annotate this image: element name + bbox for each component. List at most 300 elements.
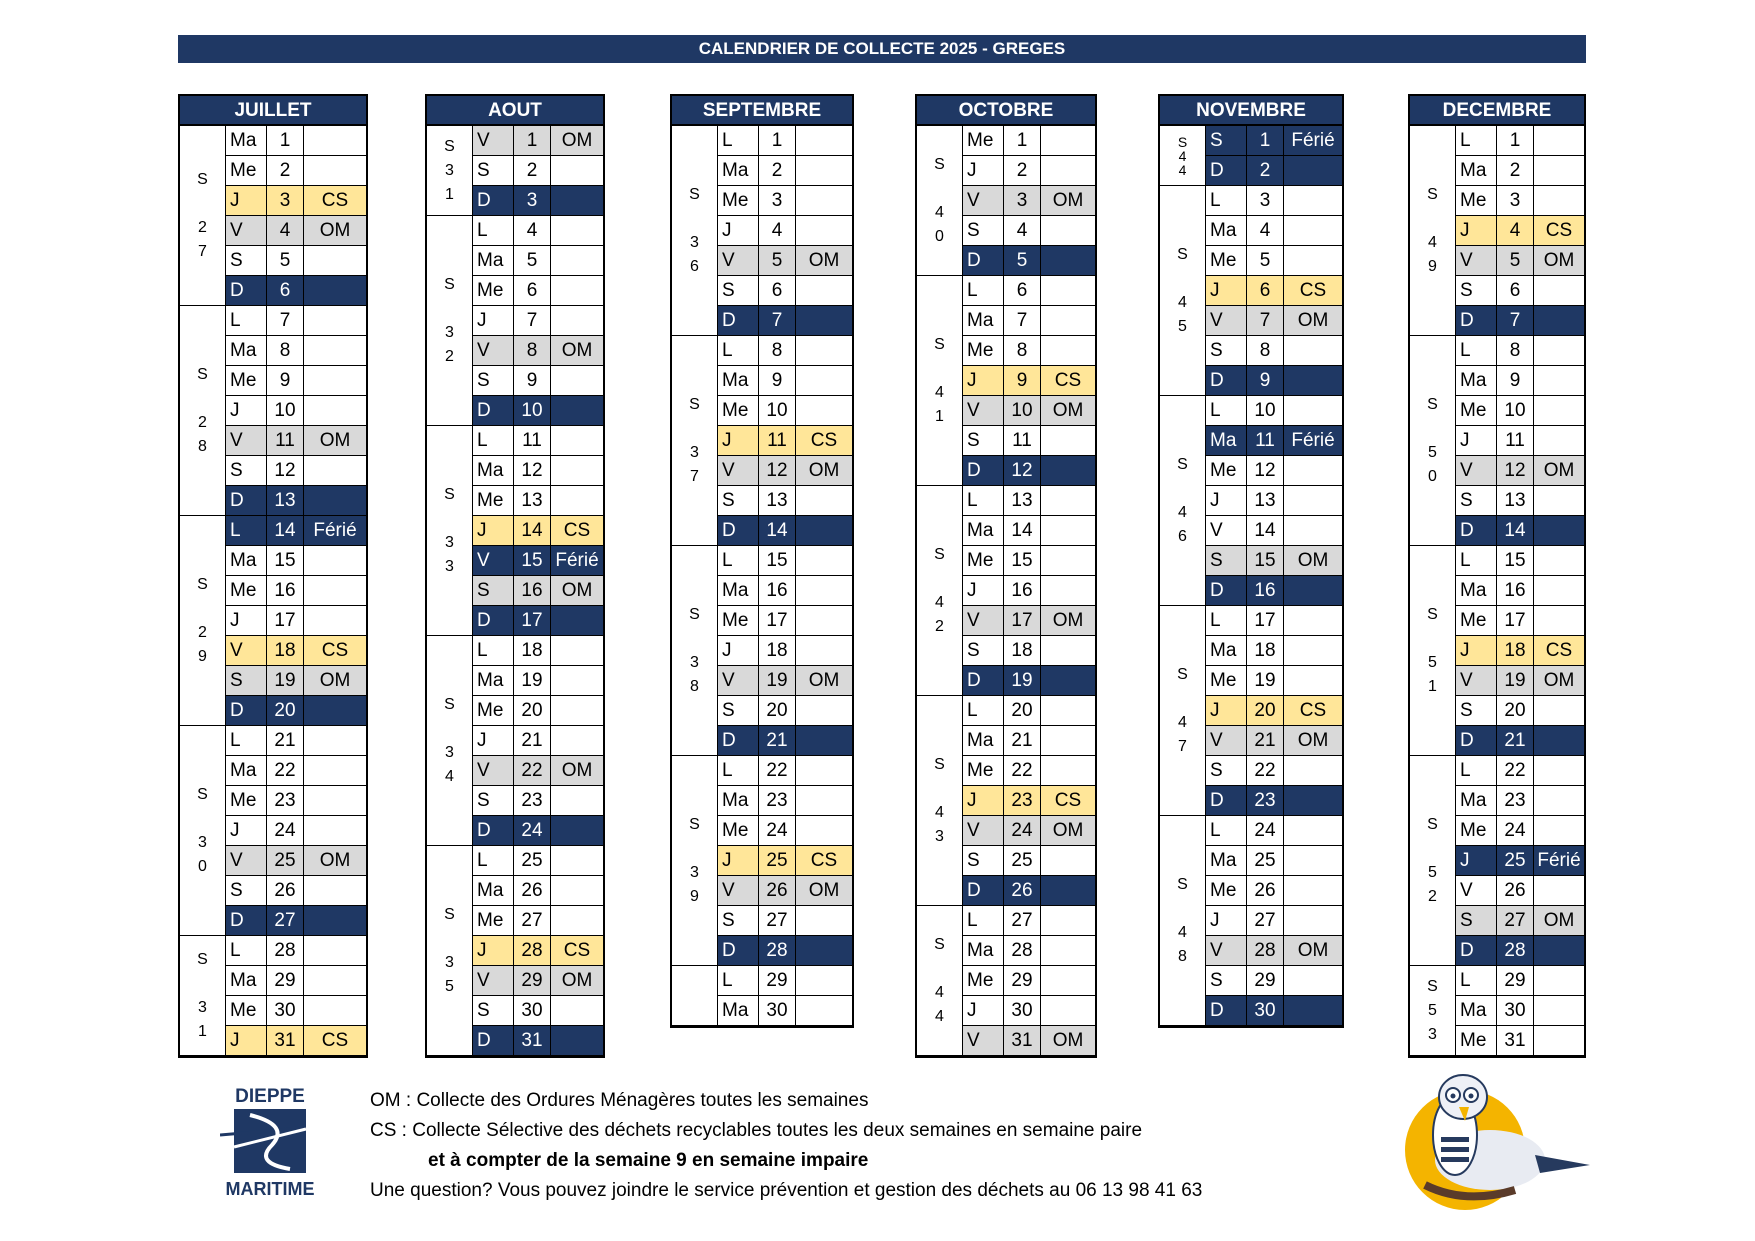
- day-row: [1456, 606, 1584, 636]
- collection-type: OM: [561, 970, 593, 991]
- collection-type: [796, 816, 852, 845]
- collection-type: [1041, 336, 1095, 365]
- day-of-week: S: [1206, 126, 1247, 155]
- day-number: 9: [1497, 366, 1534, 395]
- day-of-week: Ma: [1206, 846, 1247, 875]
- day-row: [963, 456, 1095, 486]
- day-number: 11: [514, 426, 551, 455]
- collection-type: [1534, 276, 1584, 305]
- day-row: [226, 336, 366, 366]
- day-number: 8: [514, 336, 551, 365]
- week-number: S 3 5: [444, 906, 455, 995]
- day-row: [226, 696, 366, 726]
- week-cell: [180, 306, 226, 516]
- day-of-week: Ma: [1206, 216, 1247, 245]
- collection-type: [1041, 636, 1095, 665]
- collection-type: OM: [1297, 550, 1329, 571]
- day-row: [473, 936, 603, 966]
- day-of-week: J: [473, 306, 514, 335]
- day-row: [473, 786, 603, 816]
- day-of-week: Me: [226, 156, 267, 185]
- day-of-week: S: [1456, 906, 1497, 935]
- day-of-week: D: [226, 486, 267, 515]
- day-number: 10: [1247, 396, 1284, 425]
- day-of-week: V: [1456, 876, 1497, 905]
- day-number: 26: [267, 876, 304, 905]
- day-row: [1206, 486, 1342, 516]
- legend-cs-extra: et à compter de la semaine 9 en semaine impaire: [428, 1150, 869, 1171]
- collection-type: [1534, 486, 1584, 515]
- day-row: [963, 996, 1095, 1026]
- collection-type: [304, 786, 366, 815]
- collection-type: [304, 876, 366, 905]
- week-cell: [180, 126, 226, 306]
- day-row: [1206, 516, 1342, 546]
- day-row: [1456, 396, 1584, 426]
- day-of-week: V: [1206, 516, 1247, 545]
- day-number: 6: [514, 276, 551, 305]
- day-row: [473, 606, 603, 636]
- day-of-week: J: [226, 816, 267, 845]
- day-number: 15: [514, 546, 551, 575]
- day-number: 4: [1497, 216, 1534, 245]
- collection-type: [304, 546, 366, 575]
- day-number: 24: [1497, 816, 1534, 845]
- collection-type: [551, 426, 603, 455]
- collection-type: OM: [319, 220, 351, 241]
- day-of-week: L: [718, 966, 759, 995]
- day-of-week: D: [718, 306, 759, 335]
- day-of-week: L: [1206, 396, 1247, 425]
- day-row: [963, 156, 1095, 186]
- day-of-week: S: [226, 666, 267, 695]
- day-row: [473, 576, 603, 606]
- day-of-week: S: [1206, 756, 1247, 785]
- day-number: 18: [759, 636, 796, 665]
- week-number: S 3 6: [689, 186, 700, 275]
- day-of-week: L: [963, 906, 1004, 935]
- day-of-week: J: [1456, 216, 1497, 245]
- day-row: [473, 486, 603, 516]
- day-number: 21: [1247, 726, 1284, 755]
- day-of-week: L: [473, 426, 514, 455]
- day-number: 5: [1497, 246, 1534, 275]
- day-row: [473, 546, 603, 576]
- day-number: 2: [1247, 156, 1284, 185]
- legend-question: Une question? Vous pouvez joindre le service prévention et gestion des déchets au 06 13 98 41 63: [370, 1180, 1203, 1201]
- collection-type: [304, 696, 366, 725]
- collection-type: [1534, 186, 1584, 215]
- day-row: [963, 816, 1095, 846]
- day-row: [226, 756, 366, 786]
- day-number: 8: [759, 336, 796, 365]
- day-number: 7: [1497, 306, 1534, 335]
- day-of-week: Ma: [1206, 636, 1247, 665]
- day-of-week: L: [963, 486, 1004, 515]
- week-number: S 2 7: [197, 171, 208, 260]
- collection-type: [1041, 666, 1095, 695]
- day-row: [1456, 996, 1584, 1026]
- day-row: [718, 186, 852, 216]
- collection-type: [1534, 606, 1584, 635]
- collection-type: [1284, 516, 1342, 545]
- day-row: [718, 786, 852, 816]
- day-of-week: J: [473, 936, 514, 965]
- day-number: 27: [1004, 906, 1041, 935]
- day-of-week: Ma: [226, 966, 267, 995]
- day-of-week: S: [1206, 966, 1247, 995]
- collection-type: CS: [563, 520, 591, 541]
- collection-type: [551, 786, 603, 815]
- day-of-week: D: [1206, 576, 1247, 605]
- day-row: [963, 246, 1095, 276]
- week-cell: [917, 906, 963, 1056]
- day-of-week: J: [963, 576, 1004, 605]
- day-of-week: S: [1456, 486, 1497, 515]
- day-of-week: L: [1206, 816, 1247, 845]
- collection-type: [304, 456, 366, 485]
- collection-type: [1534, 546, 1584, 575]
- collection-type: [304, 756, 366, 785]
- day-row: [963, 906, 1095, 936]
- day-of-week: Me: [963, 336, 1004, 365]
- collection-type: OM: [1543, 460, 1575, 481]
- day-of-week: Me: [963, 546, 1004, 575]
- day-of-week: Me: [473, 696, 514, 725]
- day-of-week: J: [1206, 276, 1247, 305]
- collection-type: [304, 306, 366, 335]
- day-number: 6: [1004, 276, 1041, 305]
- day-number: 21: [514, 726, 551, 755]
- week-cell: [672, 126, 718, 336]
- collection-type: [1041, 306, 1095, 335]
- day-row: [718, 816, 852, 846]
- day-of-week: Ma: [1456, 786, 1497, 815]
- collection-type: OM: [319, 850, 351, 871]
- day-number: 29: [759, 966, 796, 995]
- day-of-week: V: [473, 966, 514, 995]
- day-of-week: V: [963, 816, 1004, 845]
- collection-type: Férié: [1291, 430, 1335, 451]
- day-of-week: L: [473, 216, 514, 245]
- collection-type: OM: [561, 760, 593, 781]
- collection-type: CS: [1299, 700, 1327, 721]
- day-number: 2: [267, 156, 304, 185]
- collection-type: CS: [563, 940, 591, 961]
- day-row: [963, 756, 1095, 786]
- day-row: [473, 366, 603, 396]
- collection-type: [796, 696, 852, 725]
- collection-type: [551, 726, 603, 755]
- day-of-week: D: [1206, 786, 1247, 815]
- day-number: 13: [1004, 486, 1041, 515]
- collection-type: [551, 1026, 603, 1055]
- day-row: [1206, 246, 1342, 276]
- day-row: [473, 246, 603, 276]
- collection-type: [551, 186, 603, 215]
- day-row: [1206, 726, 1342, 756]
- day-of-week: Me: [226, 786, 267, 815]
- day-of-week: S: [473, 996, 514, 1025]
- day-of-week: L: [1456, 966, 1497, 995]
- collection-type: [1041, 936, 1095, 965]
- day-of-week: L: [226, 726, 267, 755]
- day-of-week: Ma: [473, 666, 514, 695]
- day-number: 19: [1004, 666, 1041, 695]
- day-of-week: Ma: [226, 546, 267, 575]
- week-number: S 4 8: [1177, 876, 1188, 965]
- collection-type: [1534, 306, 1584, 335]
- collection-type: [1284, 456, 1342, 485]
- day-number: 22: [514, 756, 551, 785]
- day-of-week: Ma: [1456, 156, 1497, 185]
- collection-type: OM: [1052, 400, 1084, 421]
- week-cell: [1410, 756, 1456, 966]
- collection-type: [1041, 876, 1095, 905]
- collection-type: OM: [808, 670, 840, 691]
- week-number: S 4 2: [934, 546, 945, 635]
- day-of-week: Me: [963, 756, 1004, 785]
- day-number: 12: [1004, 456, 1041, 485]
- day-number: 2: [759, 156, 796, 185]
- day-number: 9: [1004, 366, 1041, 395]
- day-of-week: Me: [226, 576, 267, 605]
- day-row: [226, 306, 366, 336]
- week-number: S 3 8: [689, 606, 700, 695]
- day-row: [718, 546, 852, 576]
- day-row: [1206, 906, 1342, 936]
- dieppe-maritime-logo: [220, 1085, 320, 1200]
- day-number: 25: [759, 846, 796, 875]
- week-number: S 4 1: [934, 336, 945, 425]
- day-row: [718, 846, 852, 876]
- week-cell: [917, 276, 963, 486]
- day-number: 22: [759, 756, 796, 785]
- day-row: [473, 336, 603, 366]
- day-number: 23: [1497, 786, 1534, 815]
- day-number: 2: [1004, 156, 1041, 185]
- day-number: 1: [759, 126, 796, 155]
- collection-type: [551, 396, 603, 425]
- day-of-week: V: [1206, 306, 1247, 335]
- collection-type: OM: [808, 250, 840, 271]
- day-of-week: D: [1456, 516, 1497, 545]
- day-row: [226, 996, 366, 1026]
- day-number: 31: [514, 1026, 551, 1055]
- collection-type: OM: [319, 430, 351, 451]
- collection-type: [1284, 816, 1342, 845]
- day-of-week: L: [226, 516, 267, 545]
- collection-type: [304, 366, 366, 395]
- day-number: 22: [267, 756, 304, 785]
- day-row: [226, 396, 366, 426]
- day-number: 14: [514, 516, 551, 545]
- day-number: 19: [1497, 666, 1534, 695]
- day-number: 3: [759, 186, 796, 215]
- day-row: [1456, 366, 1584, 396]
- day-of-week: Me: [226, 996, 267, 1025]
- collection-type: [1534, 936, 1584, 965]
- collection-type: [796, 606, 852, 635]
- collection-type: [304, 156, 366, 185]
- day-number: 23: [759, 786, 796, 815]
- day-row: [1206, 336, 1342, 366]
- month-header: NOVEMBRE: [1160, 96, 1342, 126]
- day-number: 2: [1497, 156, 1534, 185]
- collection-type: [1534, 516, 1584, 545]
- day-row: [226, 666, 366, 696]
- day-of-week: S: [473, 576, 514, 605]
- day-row: [226, 1026, 366, 1056]
- day-of-week: J: [226, 606, 267, 635]
- day-row: [1206, 396, 1342, 426]
- day-row: [1456, 936, 1584, 966]
- collection-type: [551, 276, 603, 305]
- day-of-week: S: [718, 696, 759, 725]
- day-number: 12: [514, 456, 551, 485]
- day-of-week: L: [226, 936, 267, 965]
- day-of-week: Ma: [226, 126, 267, 155]
- day-row: [473, 666, 603, 696]
- week-cell: [427, 216, 473, 426]
- day-number: 1: [514, 126, 551, 155]
- day-of-week: Ma: [1456, 576, 1497, 605]
- day-row: [226, 966, 366, 996]
- day-row: [718, 936, 852, 966]
- day-row: [473, 876, 603, 906]
- day-number: 19: [267, 666, 304, 695]
- collection-type: [1041, 126, 1095, 155]
- day-number: 10: [514, 396, 551, 425]
- collection-type: OM: [1297, 940, 1329, 961]
- day-row: [1206, 456, 1342, 486]
- week-cell: [180, 726, 226, 936]
- collection-type: [304, 336, 366, 365]
- day-number: 9: [267, 366, 304, 395]
- day-row: [1456, 636, 1584, 666]
- day-row: [718, 996, 852, 1026]
- day-row: [473, 426, 603, 456]
- day-number: 28: [267, 936, 304, 965]
- day-of-week: Ma: [473, 246, 514, 275]
- day-row: [226, 186, 366, 216]
- collection-type: [551, 696, 603, 725]
- day-number: 17: [1004, 606, 1041, 635]
- day-of-week: V: [473, 336, 514, 365]
- day-number: 24: [759, 816, 796, 845]
- day-of-week: D: [718, 936, 759, 965]
- day-row: [718, 456, 852, 486]
- collection-type: [551, 636, 603, 665]
- week-cell: [1160, 126, 1206, 186]
- day-row: [473, 1026, 603, 1056]
- collection-type: [551, 366, 603, 395]
- legend-om: OM : Collecte des Ordures Ménagères toutes les semaines: [370, 1090, 869, 1111]
- collection-type: [304, 996, 366, 1025]
- collection-type: [796, 186, 852, 215]
- day-row: [1206, 666, 1342, 696]
- day-of-week: D: [1206, 366, 1247, 395]
- day-number: 26: [1004, 876, 1041, 905]
- day-number: 19: [759, 666, 796, 695]
- day-number: 1: [267, 126, 304, 155]
- day-of-week: V: [718, 666, 759, 695]
- collection-type: [1534, 366, 1584, 395]
- day-number: 3: [1004, 186, 1041, 215]
- day-of-week: Ma: [718, 786, 759, 815]
- collection-type: OM: [1052, 610, 1084, 631]
- day-of-week: J: [226, 186, 267, 215]
- day-row: [473, 756, 603, 786]
- day-number: 9: [1247, 366, 1284, 395]
- day-row: [226, 636, 366, 666]
- day-number: 17: [267, 606, 304, 635]
- day-number: 18: [1497, 636, 1534, 665]
- day-row: [963, 876, 1095, 906]
- day-row: [473, 156, 603, 186]
- week-number: S 2 8: [197, 366, 208, 455]
- day-row: [226, 936, 366, 966]
- day-row: [226, 876, 366, 906]
- day-number: 4: [1247, 216, 1284, 245]
- collection-type: [1041, 546, 1095, 575]
- day-of-week: S: [1206, 336, 1247, 365]
- day-number: 30: [267, 996, 304, 1025]
- day-of-week: Me: [963, 966, 1004, 995]
- day-of-week: Ma: [963, 306, 1004, 335]
- collection-type: [1284, 336, 1342, 365]
- collection-type: [796, 366, 852, 395]
- collection-type: [304, 246, 366, 275]
- day-row: [473, 696, 603, 726]
- month-header: DECEMBRE: [1410, 96, 1584, 126]
- day-row: [1456, 336, 1584, 366]
- day-number: 7: [759, 306, 796, 335]
- day-number: 14: [1497, 516, 1534, 545]
- day-row: [1206, 696, 1342, 726]
- month-header: OCTOBRE: [917, 96, 1095, 126]
- day-of-week: Me: [718, 606, 759, 635]
- day-number: 12: [1247, 456, 1284, 485]
- collection-type: [1534, 576, 1584, 605]
- day-of-week: J: [1206, 486, 1247, 515]
- week-cell: [1160, 396, 1206, 606]
- day-row: [718, 246, 852, 276]
- day-row: [226, 426, 366, 456]
- day-row: [718, 276, 852, 306]
- collection-type: [796, 936, 852, 965]
- collection-type: [1041, 456, 1095, 485]
- day-of-week: V: [226, 636, 267, 665]
- day-row: [473, 126, 603, 156]
- week-number: S 5 3: [1427, 978, 1438, 1043]
- month-header: JUILLET: [180, 96, 366, 126]
- day-number: 23: [267, 786, 304, 815]
- collection-type: [1284, 966, 1342, 995]
- day-of-week: Ma: [226, 756, 267, 785]
- month-header: SEPTEMBRE: [672, 96, 852, 126]
- week-cell: [1410, 336, 1456, 546]
- collection-type: [1284, 486, 1342, 515]
- day-of-week: Me: [718, 396, 759, 425]
- day-row: [963, 786, 1095, 816]
- day-number: 20: [267, 696, 304, 725]
- day-number: 17: [759, 606, 796, 635]
- day-number: 28: [1004, 936, 1041, 965]
- day-of-week: Ma: [718, 156, 759, 185]
- day-number: 3: [1247, 186, 1284, 215]
- day-of-week: J: [718, 426, 759, 455]
